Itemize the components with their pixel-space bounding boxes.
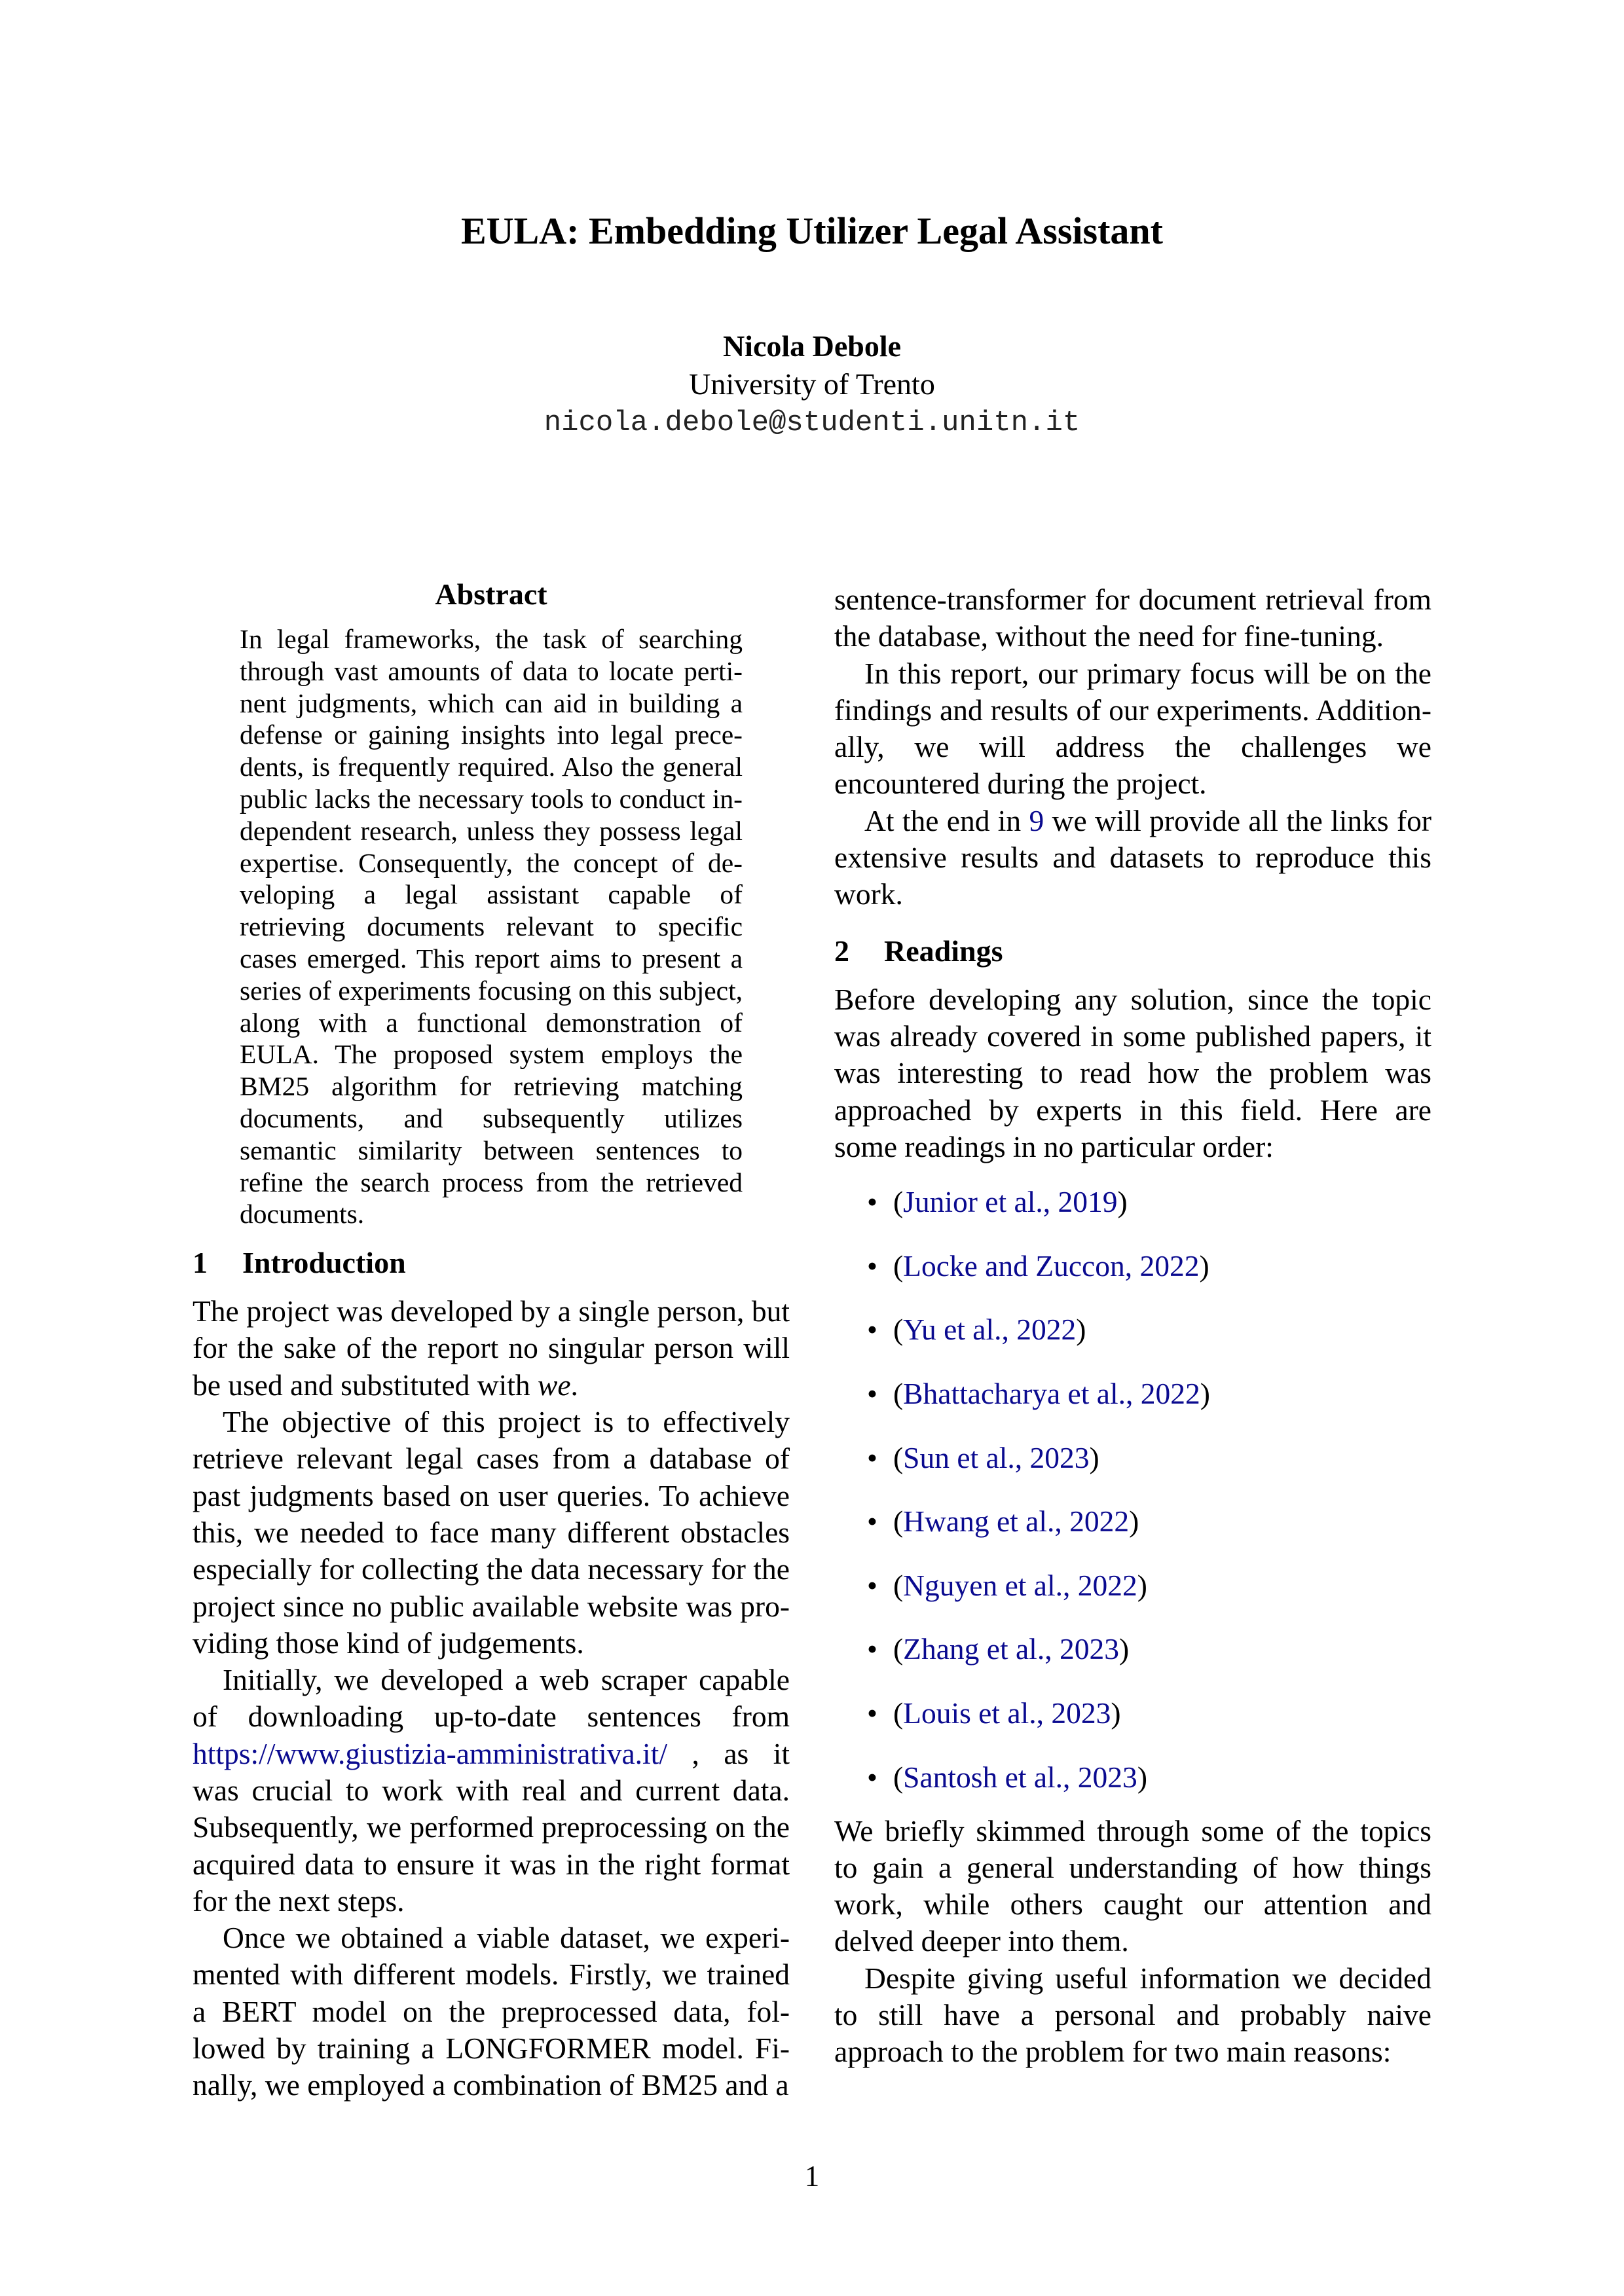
intro-paragraph-6: [834, 803, 1431, 913]
citation-link[interactable]: Santosh et al., 2023: [903, 1760, 1137, 1794]
reading-item: • (Zhang et al., 2023): [834, 1631, 1431, 1667]
page-number: 1: [804, 2160, 820, 2193]
readings-intro: Before developing any solution, since the topic was already covered in some published papers, it was interesting to read how the problem was approached by experts in this field. Here are some readings in no particular order:: [834, 982, 1431, 1163]
giustizia-amministrativa-link[interactable]: https://www.giustizia-amministrativa.it/: [193, 1736, 667, 1770]
intro-paragraph-5: In this report, our primary focus will be on the findings and results of our experiments. Additionally, we will address the challenges we encountered during the project.: [834, 656, 1431, 801]
bullet-icon: •: [867, 1248, 877, 1283]
citation-link[interactable]: Junior et al., 2019: [903, 1185, 1118, 1219]
section-title: Introduction: [242, 1246, 406, 1280]
readings-list: [834, 1184, 1431, 1795]
reading-item: • (Hwang et al., 2022): [834, 1503, 1431, 1540]
citation-link[interactable]: Nguyen et al., 2022: [903, 1568, 1137, 1602]
section-number: 1: [193, 1246, 208, 1280]
citation-link[interactable]: Louis et al., 2023: [903, 1696, 1111, 1730]
bullet-icon: •: [867, 1632, 877, 1666]
section-readings-heading: [834, 933, 1431, 970]
citation-link[interactable]: Hwang et al., 2022: [903, 1504, 1130, 1539]
reading-item: • (Bhattacharya et al., 2022): [834, 1376, 1431, 1412]
reading-item: • (Yu et al., 2022): [834, 1311, 1431, 1348]
intro-paragraph-4: Once we obtained a viable dataset, we experimented with different models. Firstly, we trained a BERT model on the preprocessed data, followed by training a LONGFORMER model. Finally, we employed a combination of BM25 and a: [193, 1921, 790, 2102]
reading-item: • (Santosh et al., 2023): [834, 1759, 1431, 1796]
citation-link[interactable]: Yu et al., 2022: [903, 1313, 1077, 1347]
left-column: [193, 576, 790, 2104]
text: .: [570, 1368, 578, 1402]
author-block: [0, 327, 1624, 443]
emphasis-we: we: [537, 1368, 571, 1402]
text: , as it was crucial to work with real and current data. Subsequently, we performed preprocessing on the acquired data to ensure it was in the right format for the next steps.: [193, 1736, 790, 1918]
abstract-heading: Abstract: [435, 577, 547, 611]
bullet-icon: •: [867, 1696, 877, 1730]
citation-link[interactable]: Locke and Zuccon, 2022: [903, 1248, 1200, 1283]
reading-item: • (Nguyen et al., 2022): [834, 1567, 1431, 1604]
text: Initially, we developed a web scraper capable of downloading up-to-date sentences from: [193, 1663, 790, 1734]
intro-paragraph-1: [193, 1293, 790, 1404]
right-column: [834, 581, 1431, 2071]
author-name: Nicola Debole: [722, 329, 902, 363]
reading-item: • (Junior et al., 2019): [834, 1184, 1431, 1220]
section-introduction-heading: [193, 1245, 790, 1281]
reading-item: • (Louis et al., 2023): [834, 1695, 1431, 1732]
bullet-icon: •: [867, 1760, 877, 1794]
section-number: 2: [834, 934, 849, 968]
citation-link[interactable]: Bhattacharya et al., 2022: [903, 1376, 1200, 1410]
citation-link[interactable]: Zhang et al., 2023: [903, 1632, 1119, 1666]
text: At the end in: [864, 803, 1029, 837]
bullet-icon: •: [867, 1440, 877, 1474]
abstract-text: In legal frameworks, the task of searching through vast amounts of data to locate pertinent judgments, which can aid in building a defense or gaining insights into legal precedents, is frequently required. Also the general public lacks the necessary tools to conduct independent research, unless they possess legal expertise. Consequently, the concept of developing a legal assistant capable of retrieving documents relevant to specific cases emerged. This report aims to present a series of experiments focusing on this subject, along with a functional demonstration of EULA. The proposed system employs the BM25 algorithm for retrieving matching documents, and subsequently utilizes semantic similarity between sentences to refine the search process from the retrieved documents.: [240, 624, 743, 1230]
readings-paragraph-2: Despite giving useful information we decided to still have a personal and probably naive approach to the problem for two main reasons:: [834, 1961, 1431, 2069]
section-title: Readings: [884, 934, 1003, 968]
reading-item: • (Locke and Zuccon, 2022): [834, 1248, 1431, 1285]
bullet-icon: •: [867, 1185, 877, 1219]
intro-paragraph-2: The objective of this project is to effectively retrieve relevant legal cases from a database of past judgments based on user queries. To achieve this, we needed to face many different obstacles especially for collecting the data necessary for the project since no public available website was providing those kind of judgements.: [193, 1405, 790, 1660]
bullet-icon: •: [867, 1313, 877, 1347]
bullet-icon: •: [867, 1504, 877, 1539]
bullet-icon: •: [867, 1568, 877, 1602]
bullet-icon: •: [867, 1376, 877, 1410]
author-affiliation: University of Trento: [689, 367, 935, 401]
section-9-reference-link[interactable]: 9: [1029, 803, 1044, 837]
intro-paragraph-3: [193, 1662, 790, 1920]
author-email: nicola.debole@studenti.unitn.it: [544, 407, 1080, 439]
text: we will provide all the links for extensive results and datasets to reproduce this work.: [834, 803, 1431, 911]
paper-title: EULA: Embedding Utilizer Legal Assistant: [460, 210, 1163, 252]
reading-item: • (Sun et al., 2023): [834, 1440, 1431, 1476]
text: The project was developed by a single person, but for the sake of the report no singular person will be used and substituted with: [193, 1294, 790, 1402]
citation-link[interactable]: Sun et al., 2023: [903, 1440, 1090, 1474]
intro-paragraph-4-continued: sentence-transformer for document retrieval from the database, without the need for fine-tuning.: [834, 583, 1431, 653]
readings-paragraph-1: We briefly skimmed through some of the topics to gain a general understanding of how things work, while others caught our attention and delved deeper into them.: [834, 1813, 1431, 1958]
